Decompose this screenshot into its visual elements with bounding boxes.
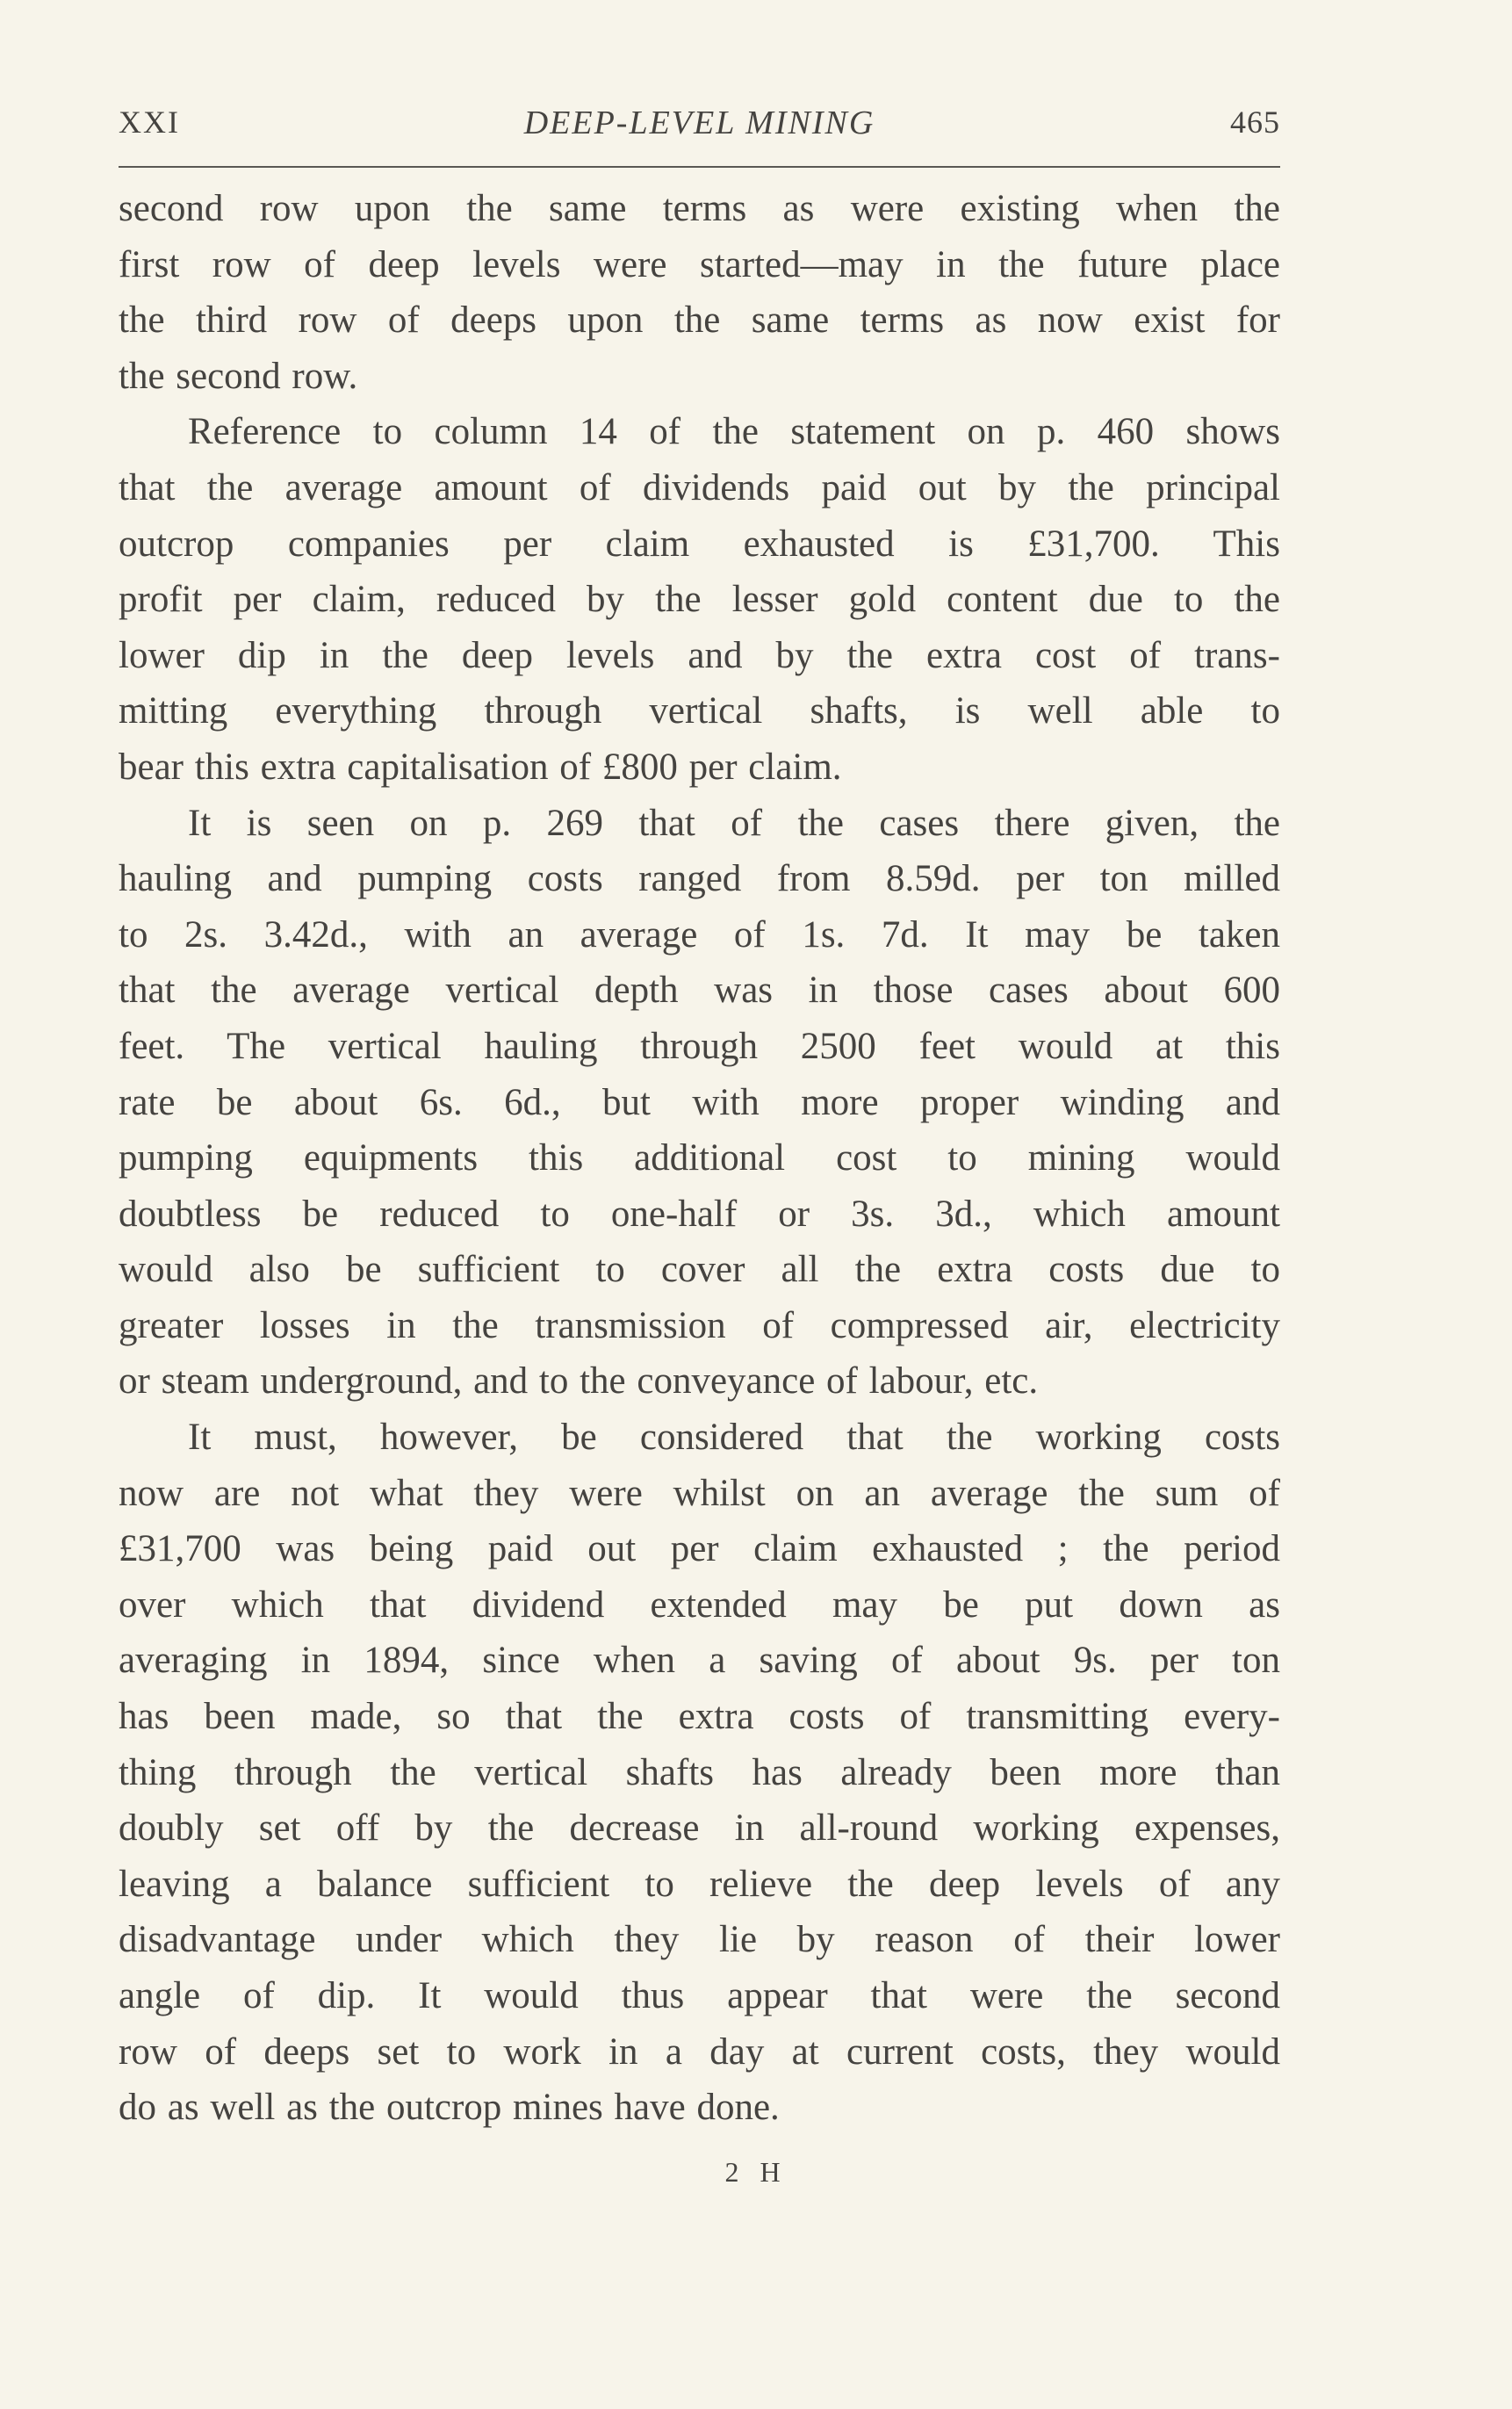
body-text [119, 181, 1280, 2136]
text-line: mitting everything through vertical shafts, is well able to [119, 690, 1280, 732]
text-line: lower dip in the deep levels and by the extra cost of trans- [119, 634, 1280, 676]
text-line: now are not what they were whilst on an average the sum of [119, 1472, 1280, 1514]
text-line: It is seen on p. 269 that of the cases there given, the [188, 802, 1280, 844]
text-line: first row of deep levels were started—may in the future place [119, 243, 1280, 285]
text-line: or steam underground, and to the conveyance of labour, etc. [119, 1360, 1039, 1403]
text-line: profit per claim, reduced by the lesser gold content due to the [119, 579, 1280, 621]
text-line: the third row of deeps upon the same terms as now exist for [119, 299, 1280, 342]
text-line: £31,700 was being paid out per claim exhausted ; the period [119, 1528, 1280, 1570]
text-line: row of deeps set to work in a day at current costs, they would [119, 2030, 1280, 2073]
text-line: the second row. [119, 355, 358, 397]
text-line: would also be sufficient to cover all the extra costs due to [119, 1249, 1280, 1291]
text-line: over which that dividend extended may be put down as [119, 1583, 1280, 1626]
text-line: rate be about 6s. 6d., but with more proper winding and [119, 1081, 1280, 1123]
paragraph [119, 1410, 1280, 2136]
running-title: DEEP-LEVEL MINING [523, 105, 875, 141]
text-line: Reference to column 14 of the statement on p. 460 shows [188, 411, 1280, 453]
text-line: thing through the vertical shafts has already been more than [119, 1751, 1280, 1793]
page-number: 465 [1230, 105, 1280, 140]
signature-mark: 2 H [724, 2156, 788, 2188]
running-header [119, 104, 1280, 148]
paragraph [119, 404, 1280, 795]
text-line: to 2s. 3.42d., with an average of 1s. 7d. It may be taken [119, 913, 1280, 956]
text-line: doubtless be reduced to one-half or 3s. 3d., which amount [119, 1193, 1280, 1235]
text-line: angle of dip. It would thus appear that were the second [119, 1975, 1280, 2016]
text-line: do as well as the outcrop mines have done. [119, 2087, 780, 2129]
text-line: that the average vertical depth was in those cases about 600 [119, 970, 1280, 1012]
text-line: It must, however, be considered that the working costs [188, 1417, 1280, 1459]
text-line: greater losses in the transmission of compressed air, electricity [119, 1304, 1280, 1346]
text-line: doubly set off by the decrease in all-round working expenses, [119, 1807, 1280, 1850]
text-line: feet. The vertical hauling through 2500 feet would at this [119, 1025, 1280, 1067]
text-line: that the average amount of dividends paid out by the principal [119, 466, 1280, 508]
paragraph [119, 181, 1280, 404]
text-line: leaving a balance sufficient to relieve the deep levels of any [119, 1863, 1280, 1905]
text-line: has been made, so that the extra costs of transmitting every- [119, 1696, 1280, 1738]
header-rule [119, 166, 1280, 168]
text-line: disadvantage under which they lie by reason of their lower [119, 1919, 1280, 1961]
text-line: averaging in 1894, since when a saving of about 9s. per ton [119, 1640, 1280, 1682]
text-line: outcrop companies per claim exhausted is £31,700. This [119, 523, 1280, 565]
text-line: hauling and pumping costs ranged from 8.59d. per ton milled [119, 858, 1280, 900]
chapter-number: XXI [119, 105, 180, 140]
text-line: bear this extra capitalisation of £800 per claim. [119, 746, 842, 788]
text-line: second row upon the same terms as were existing when the [119, 188, 1280, 229]
text-line: pumping equipments this additional cost to mining would [119, 1137, 1280, 1179]
paragraph [119, 796, 1280, 1410]
